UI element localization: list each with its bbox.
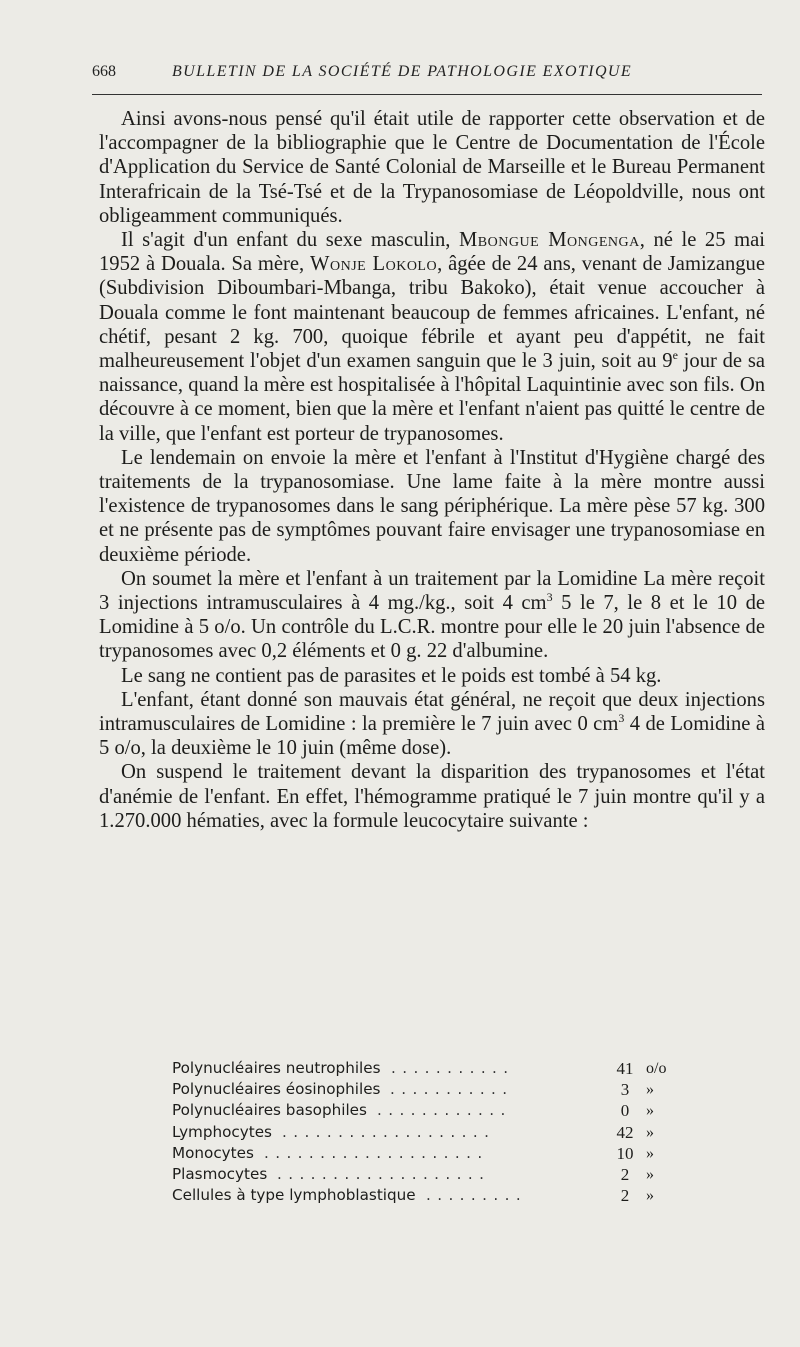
leukocyte-formula-table [172, 1058, 692, 1206]
formula-label: Polynucléaires basophiles [172, 1101, 367, 1120]
formula-label: Plasmocytes [172, 1164, 268, 1183]
formula-row [172, 1164, 692, 1185]
formula-unit: » [646, 1144, 654, 1162]
formula-value: 10 [616, 1143, 634, 1163]
formula-value: 2 [620, 1164, 630, 1184]
page-number: 668 [92, 63, 116, 80]
body-text [99, 107, 765, 833]
paragraph: L'enfant, étant donné son mauvais état général, ne reçoit que deux injections intramusculaires de Lomidine : la première le 7 juin avec 0 $cm^3$ 4 de Lomidine à 5 o/o, la deuxième le 10 juin (même dose). [99, 688, 765, 760]
leader-dots: ........... [390, 1080, 514, 1099]
formula-label: Cellules à type lymphoblastique [172, 1186, 416, 1205]
person-name: Mbongue Mongenga [458, 229, 640, 252]
formula-row [172, 1079, 692, 1100]
leader-dots: ............ [377, 1101, 512, 1120]
paragraph: Le lendemain on envoie la mère et l'enfant à l'Institut d'Hygiène chargé des traitements de la trypanosomiase. Une lame faite à la mère montre aussi l'existence de trypanosomes dans le sang périphérique. La mère pèse 57 kg. 300 et ne présente pas de symptômes pouvant faire envisager une trypanosomiase en deuxième période. [99, 446, 765, 566]
paragraph: Il s'agit d'un enfant du sexe masculin, Mbongue Mongenga, né le 25 mai 1952 à Douala. Sa mère, Wonje Lokolo, âgée de 24 ans, venant de Jamizangue (Subdivision Diboumbari-Mbanga, tribu Bakoko), était venue accoucher à Douala comme le font maintenant beaucoup de femmes africaines. L'enfant, né chétif, pesant 2 kg. 700, quoique fébrile et ayant peu d'appétit, ne fait malheureusement l'objet d'un examen sanguin que le 3 juin, soit au 9e jour de sa naissance, quand la mère est hospitalisée à l'hôpital Laquintinie avec son fils. On découvre à ce moment, bien que la mère et l'enfant n'aient pas quitté le centre de la ville, que l'enfant est porteur de trypanosomes. [99, 229, 765, 445]
formula-value: 41 [616, 1059, 634, 1078]
person-name: Wonje Lokolo [310, 253, 438, 276]
formula-unit: » [646, 1102, 654, 1120]
paragraph: On soumet la mère et l'enfant à un traitement par la Lomidine La mère reçoit 3 injections intramusculaires à 4 mg./kg., soit 4 $cm^3$ 5 le 7, le 8 et le 10 de Lomidine à 5 o/o. Un contrôle du L.C.R. montre pour elle le 20 juin l'absence de trypanosomes avec 0,2 éléments et 0 g. 22 d'albumine. [99, 567, 766, 663]
leader-dots: ........... [391, 1059, 515, 1077]
formula-unit: » [646, 1081, 654, 1099]
header-rule [92, 94, 762, 95]
formula-row [172, 1185, 692, 1206]
formula-row [172, 1122, 692, 1143]
leader-dots: ......... [426, 1186, 528, 1205]
formula-label: Lymphocytes [172, 1122, 272, 1141]
paragraph: Ainsi avons-nous pensé qu'il était utile de rapporter cette observation et de l'accompagner de la bibliographie que le Centre de Documentation de l'École d'Application du Service de Santé Colonial de Marseille et le Bureau Permanent Interafricain de la Tsé-Tsé et de la Trypanosomiase de Léopoldville, nous ont obligeamment communiqués. [99, 108, 765, 227]
paragraph: On suspend le traitement devant la disparition des trypanosomes et l'état d'anémie de l'enfant. En effet, l'hémogramme pratiqué le 7 juin montre qu'il y a 1.270.000 hématies, avec la formule leucocytaire suivante : [99, 761, 765, 832]
leader-dots: .................... [264, 1143, 489, 1162]
formula-label: Polynucléaires éosinophiles [172, 1080, 381, 1099]
formula-value: 42 [616, 1122, 634, 1142]
formula-unit: » [646, 1165, 654, 1183]
leader-dots: ................... [282, 1122, 496, 1141]
leader-dots: ................... [277, 1164, 491, 1183]
formula-value: 3 [620, 1080, 630, 1100]
formula-value: 2 [620, 1186, 630, 1206]
formula-unit: o/o [646, 1060, 667, 1077]
formula-label: Monocytes [172, 1143, 254, 1162]
formula-label: Polynucléaires neutrophiles [172, 1059, 381, 1077]
formula-row [172, 1058, 692, 1079]
formula-value: 0 [620, 1101, 630, 1121]
running-title: BULLETIN DE LA SOCIÉTÉ DE PATHOLOGIE EXOTIQUE [172, 63, 633, 80]
formula-unit: » [646, 1187, 654, 1205]
formula-row [172, 1100, 692, 1121]
paragraph: Le sang ne contient pas de parasites et le poids est tombé à 54 kg. [121, 664, 662, 687]
formula-row [172, 1143, 692, 1164]
formula-unit: » [646, 1123, 654, 1141]
